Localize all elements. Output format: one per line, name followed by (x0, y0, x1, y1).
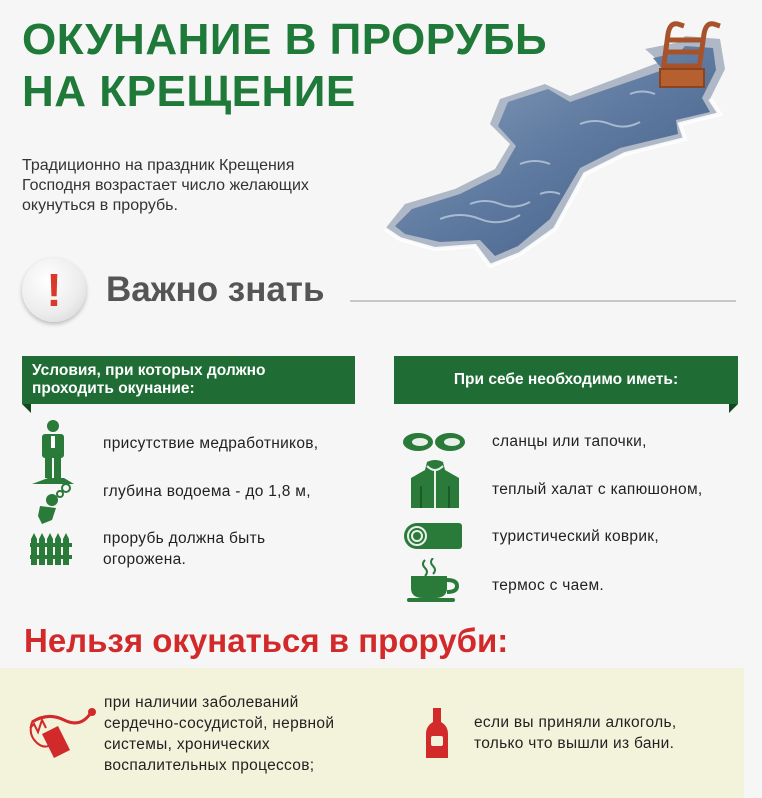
forbidden-item (104, 692, 334, 776)
forbidden-item (474, 712, 676, 754)
forbidden-item-line: при наличии заболеваний (104, 694, 299, 711)
forbidden-title: Нельзя окунаться в проруби: (24, 622, 509, 659)
forbidden-item-line: воспалительных процессов; (104, 757, 315, 774)
bathrobe-icon (409, 460, 461, 510)
fence-icon (30, 533, 72, 565)
bring-item: термос с чаем. (492, 577, 605, 594)
bring-header (394, 356, 738, 404)
condition-item-line-1: присутствие медработников, (103, 435, 319, 452)
mat-icon (402, 521, 464, 551)
intro-text (22, 156, 382, 216)
forbidden-box (0, 668, 744, 798)
title-line-1: ОКУНАНИЕ В ПРОРУБЬ (22, 15, 548, 64)
important-section (22, 258, 742, 328)
condition-item-line-2: огорожена. (103, 551, 187, 568)
conditions-header-line-2: проходить окунание: (32, 380, 195, 397)
forbidden-item-line: системы, хронических (104, 736, 270, 753)
condition-item-line-1: прорубь должна быть (103, 530, 266, 547)
intro-line-3: окунуться в прорубь. (22, 197, 178, 214)
conditions-header-line-1: Условия, при которых должно (32, 362, 266, 379)
bring-item: туристический коврик, (492, 528, 659, 545)
intro-line-2: Господня возрастает число желающих (22, 177, 309, 194)
bring-item: сланцы или тапочки, (492, 433, 647, 450)
intro-line-1: Традиционно на праздник Крещения (22, 157, 295, 174)
title-line-2: НА КРЕЩЕНИЕ (22, 67, 356, 116)
forbidden-item-line: если вы приняли алкоголь, (474, 714, 677, 731)
important-title: Важно знать (106, 270, 325, 309)
bring-item: теплый халат с капюшоном, (492, 481, 703, 498)
divider (350, 300, 736, 302)
ice-hole-cross-illustration (380, 14, 750, 269)
condition-item (103, 481, 311, 502)
conditions-header (22, 356, 355, 404)
depth-icon (30, 476, 76, 526)
forbidden-item-line: сердечно-сосудистой, нервной (104, 715, 335, 732)
condition-item (103, 433, 318, 454)
condition-item (103, 528, 265, 570)
bring-header-label: При себе необходимо иметь: (453, 371, 679, 388)
condition-item-line-1: глубина водоема - до 1,8 м, (103, 483, 311, 500)
exclamation-icon: ! (46, 264, 62, 316)
bottle-icon (424, 708, 450, 760)
medic-icon (40, 420, 66, 478)
cup-icon (407, 558, 461, 602)
forbidden-item-line: только что вышли из бани. (474, 735, 675, 752)
slippers-icon (402, 430, 466, 454)
tonometer-icon (28, 704, 98, 766)
